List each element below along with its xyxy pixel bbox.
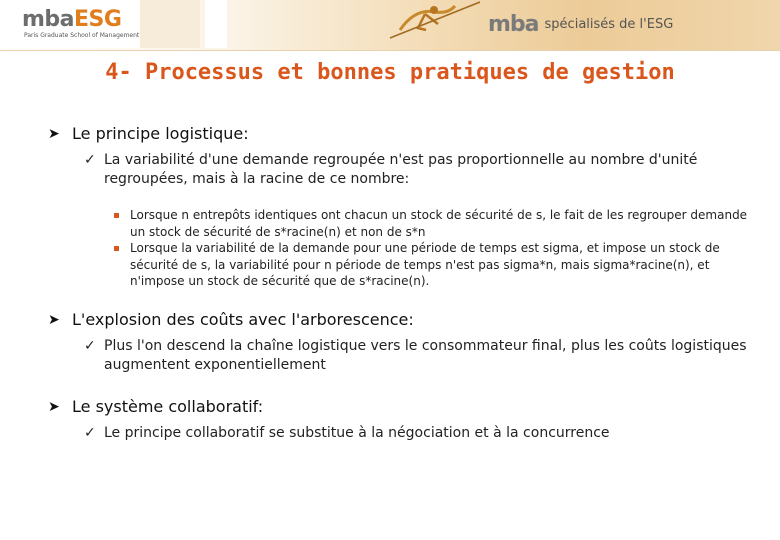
slide-title: 4- Processus et bonnes pratiques de gestion [105, 60, 675, 85]
logo-wordmark: mbaESG [22, 7, 122, 32]
list-item: Lorsque n entrepôts identiques ont chacun un stock de sécurité de s, le fait de les regrouper demande un stock de sécurité de s*racine(n) et non de s*n [112, 207, 748, 240]
arrowhead-bullet-icon: ➤ [48, 126, 60, 142]
section-heading: ➤ Le principe logistique: [48, 124, 249, 143]
checkmark-icon: ✓ [84, 424, 96, 441]
section-systeme-collaboratif [48, 397, 748, 443]
mbaesg-logo [0, 0, 140, 48]
list-item: ✓ La variabilité d'une demande regroupée n'est pas proportionnelle au nombre d'unité regroupées, mais à la racine de ce nombre: [84, 152, 698, 187]
banner-tagline [488, 12, 673, 37]
checkmark-icon: ✓ [84, 152, 96, 168]
arrowhead-bullet-icon: ➤ [48, 398, 60, 415]
arrowhead-bullet-icon: ➤ [48, 311, 60, 328]
list-item: ✓ Plus l'on descend la chaîne logistique vers le consommateur final, plus les coûts logistiques augmentent exponentiellement [84, 337, 747, 373]
checkmark-icon: ✓ [84, 337, 96, 354]
logo-tagline: Paris Graduate School of Management [24, 32, 140, 39]
athlete-illustration-icon [330, 0, 490, 48]
list-item: ✓ Le principe collaboratif se substitue à la négociation et à la concurrence [84, 424, 610, 441]
banner-separator [205, 0, 227, 48]
slide-content [48, 124, 748, 443]
square-bullet-icon [114, 213, 119, 218]
list-item: Lorsque la variabilité de la demande pour une période de temps est sigma, et impose un stock de sécurité de s, la variabilité pour n période de temps n'est pas sigma*n, mais sigma*racine(n), et n'impose un stock de sécurité que de s*racine(n). [112, 240, 748, 290]
sub-list [112, 207, 748, 290]
section-principe-logistique [48, 124, 748, 290]
section-heading: ➤ L'explosion des coûts avec l'arborescence: [48, 309, 414, 329]
section-heading: ➤ Le système collaboratif: [48, 396, 264, 416]
banner-mba-wordmark: mba [488, 12, 539, 37]
banner-separator [140, 0, 200, 48]
header-banner [0, 0, 780, 51]
section-explosion-couts [48, 310, 748, 375]
banner-specialises-label: spécialisés de l'ESG [544, 17, 674, 32]
square-bullet-icon [114, 246, 119, 251]
